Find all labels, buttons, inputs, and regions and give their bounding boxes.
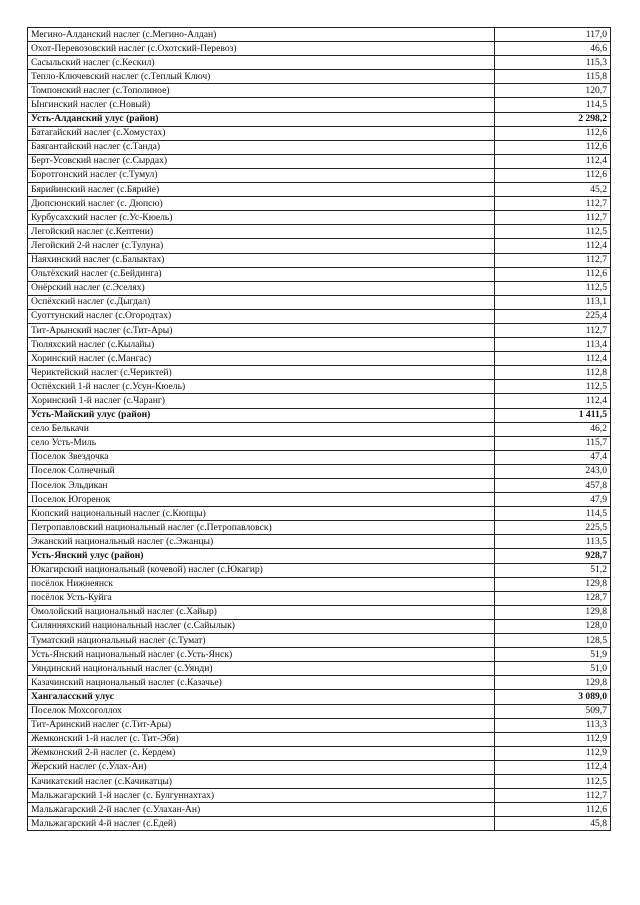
row-name-cell: Юкагирский национальный (кочевой) наслег (с.Юкагир) xyxy=(28,563,495,577)
row-value-cell: 129,8 xyxy=(495,577,611,591)
row-value-cell: 47,4 xyxy=(495,450,611,464)
table-row xyxy=(28,267,611,281)
row-value-cell: 128,0 xyxy=(495,619,611,633)
table-row xyxy=(28,394,611,408)
table-row xyxy=(28,422,611,436)
row-value-cell: 117,0 xyxy=(495,28,611,42)
table-row xyxy=(28,648,611,662)
row-name-cell: Дюпсюнский наслег (с. Дюпсю) xyxy=(28,197,495,211)
row-value-cell: 51,2 xyxy=(495,563,611,577)
table-row xyxy=(28,168,611,182)
row-name-cell: Охот-Перевозовский наслег (с.Охотский-Перевоз) xyxy=(28,42,495,56)
table-row xyxy=(28,704,611,718)
table-row xyxy=(28,760,611,774)
row-value-cell: 115,7 xyxy=(495,436,611,450)
row-value-cell: 113,4 xyxy=(495,338,611,352)
table-row xyxy=(28,605,611,619)
row-name-cell: Тит-Аринский наслег (с.Тит-Ары) xyxy=(28,718,495,732)
row-name-cell: Мальжагарский 4-й наслег (с.Едей) xyxy=(28,817,495,831)
table-row-district xyxy=(28,408,611,422)
table-row xyxy=(28,718,611,732)
row-value-cell: 115,3 xyxy=(495,56,611,70)
row-value-cell: 45,8 xyxy=(495,817,611,831)
table-row xyxy=(28,450,611,464)
table-row xyxy=(28,634,611,648)
row-value-cell: 46,2 xyxy=(495,422,611,436)
row-name-cell: Поселок Югоренок xyxy=(28,493,495,507)
row-name-cell: Наяхинский наслег (с.Балыктах) xyxy=(28,253,495,267)
table-row xyxy=(28,493,611,507)
row-name-cell: Силянняхский национальный наслег (с.Сайылык) xyxy=(28,619,495,633)
row-name-cell: Онёрский наслег (с.Эселях) xyxy=(28,281,495,295)
row-name-cell: Мальжагарский 1-й наслег (с. Булгуннахтах) xyxy=(28,789,495,803)
row-name-cell: Боротгонский наслег (с.Тумул) xyxy=(28,168,495,182)
row-value-cell: 112,5 xyxy=(495,774,611,788)
row-value-cell: 51,0 xyxy=(495,662,611,676)
row-name-cell: Усть-Янский улус (район) xyxy=(28,549,495,563)
row-value-cell: 112,8 xyxy=(495,366,611,380)
table-row xyxy=(28,183,611,197)
row-name-cell: Чериктейский наслег (с.Чериктей) xyxy=(28,366,495,380)
table-row xyxy=(28,140,611,154)
row-value-cell: 46,6 xyxy=(495,42,611,56)
row-name-cell: Поселок Мохсоголлох xyxy=(28,704,495,718)
row-value-cell: 113,5 xyxy=(495,535,611,549)
table-row xyxy=(28,352,611,366)
row-value-cell: 112,4 xyxy=(495,352,611,366)
row-name-cell: Легойский 2-й наслег (с.Тулуна) xyxy=(28,239,495,253)
table-row xyxy=(28,563,611,577)
row-value-cell: 113,1 xyxy=(495,295,611,309)
table-body xyxy=(28,28,611,831)
row-name-cell: Томпонский наслег (с.Тополиное) xyxy=(28,84,495,98)
row-name-cell: посёлок Усть-Куйга xyxy=(28,591,495,605)
row-name-cell: Суоттунский наслег (с.Огородтах) xyxy=(28,309,495,323)
table-row xyxy=(28,70,611,84)
row-value-cell: 225,4 xyxy=(495,309,611,323)
row-name-cell: Хоринский 1-й наслег (с.Чаранг) xyxy=(28,394,495,408)
table-row xyxy=(28,366,611,380)
row-value-cell: 3 089,0 xyxy=(495,690,611,704)
row-name-cell: Кюпский национальный наслег (с.Кюпцы) xyxy=(28,507,495,521)
table-row xyxy=(28,126,611,140)
row-name-cell: Поселок Звездочка xyxy=(28,450,495,464)
table-row xyxy=(28,197,611,211)
row-name-cell: Мальжагарский 2-й наслег (с.Улахан-Ан) xyxy=(28,803,495,817)
row-name-cell: Уяндинский национальный наслег (с.Уянди) xyxy=(28,662,495,676)
row-name-cell: Усть-Алданский улус (район) xyxy=(28,112,495,126)
table-row xyxy=(28,84,611,98)
row-name-cell: Батагайский наслег (с.Хомустах) xyxy=(28,126,495,140)
table-row xyxy=(28,253,611,267)
row-name-cell: Тит-Арынский наслег (с.Тит-Ары) xyxy=(28,323,495,337)
row-name-cell: Оспёхский 1-й наслег (с.Усун-Кюель) xyxy=(28,380,495,394)
row-name-cell: Тепло-Ключевский наслег (с.Теплый Ключ) xyxy=(28,70,495,84)
row-value-cell: 112,6 xyxy=(495,168,611,182)
row-value-cell: 112,4 xyxy=(495,154,611,168)
table-row xyxy=(28,295,611,309)
row-value-cell: 51,9 xyxy=(495,648,611,662)
table-row xyxy=(28,464,611,478)
table-row xyxy=(28,577,611,591)
row-value-cell: 112,7 xyxy=(495,211,611,225)
table-row xyxy=(28,436,611,450)
table-row xyxy=(28,281,611,295)
table-row xyxy=(28,746,611,760)
row-name-cell: Эжанский национальный наслег (с.Эжанцы) xyxy=(28,535,495,549)
row-value-cell: 129,8 xyxy=(495,605,611,619)
row-value-cell: 114,5 xyxy=(495,98,611,112)
row-name-cell: Мегино-Алданский наслег (с.Мегино-Алдан) xyxy=(28,28,495,42)
row-value-cell: 112,4 xyxy=(495,760,611,774)
row-value-cell: 112,5 xyxy=(495,380,611,394)
row-value-cell: 129,8 xyxy=(495,676,611,690)
table-row xyxy=(28,662,611,676)
row-value-cell: 114,5 xyxy=(495,507,611,521)
table-row xyxy=(28,154,611,168)
row-name-cell: Туматский национальный наслег (с.Тумат) xyxy=(28,634,495,648)
row-name-cell: Баягантайский наслег (с.Танда) xyxy=(28,140,495,154)
row-name-cell: Берт-Усовский наслег (с.Сырдах) xyxy=(28,154,495,168)
table-row xyxy=(28,479,611,493)
row-value-cell: 112,4 xyxy=(495,239,611,253)
row-value-cell: 113,3 xyxy=(495,718,611,732)
row-value-cell: 112,6 xyxy=(495,803,611,817)
table-row xyxy=(28,817,611,831)
row-name-cell: Петропавловский национальный наслег (с.Петропавловск) xyxy=(28,521,495,535)
table-row xyxy=(28,42,611,56)
table-row xyxy=(28,789,611,803)
row-value-cell: 112,9 xyxy=(495,732,611,746)
row-value-cell: 112,9 xyxy=(495,746,611,760)
row-value-cell: 112,7 xyxy=(495,789,611,803)
row-value-cell: 112,6 xyxy=(495,126,611,140)
table-row xyxy=(28,323,611,337)
row-value-cell: 457,8 xyxy=(495,479,611,493)
row-name-cell: Омолойский национальный наслег (с.Хайыр) xyxy=(28,605,495,619)
row-name-cell: Хоринский наслег (с.Мангас) xyxy=(28,352,495,366)
row-value-cell: 112,5 xyxy=(495,281,611,295)
table-row xyxy=(28,239,611,253)
table-row xyxy=(28,591,611,605)
row-name-cell: Жерский наслег (с.Улах-Ан) xyxy=(28,760,495,774)
table-row xyxy=(28,309,611,323)
row-value-cell: 128,5 xyxy=(495,634,611,648)
table-row xyxy=(28,619,611,633)
table-row xyxy=(28,803,611,817)
row-name-cell: Ольтёхский наслег (с.Бейдинга) xyxy=(28,267,495,281)
row-name-cell: Качикатский наслег (с.Качикатцы) xyxy=(28,774,495,788)
row-name-cell: Жемконский 2-й наслег (с. Кердем) xyxy=(28,746,495,760)
row-value-cell: 112,7 xyxy=(495,197,611,211)
row-value-cell: 115,8 xyxy=(495,70,611,84)
row-name-cell: Усть-Янский национальный наслег (с.Усть-Янск) xyxy=(28,648,495,662)
row-value-cell: 509,7 xyxy=(495,704,611,718)
table-row xyxy=(28,732,611,746)
row-value-cell: 225,5 xyxy=(495,521,611,535)
row-value-cell: 120,7 xyxy=(495,84,611,98)
table-row xyxy=(28,380,611,394)
row-name-cell: Тюляхский наслег (с.Кылайы) xyxy=(28,338,495,352)
row-value-cell: 112,5 xyxy=(495,225,611,239)
row-value-cell: 2 298,2 xyxy=(495,112,611,126)
row-value-cell: 928,7 xyxy=(495,549,611,563)
row-name-cell: Оспёхский наслег (с.Дыгдал) xyxy=(28,295,495,309)
table-row xyxy=(28,28,611,42)
table-row xyxy=(28,521,611,535)
row-value-cell: 1 411,5 xyxy=(495,408,611,422)
row-name-cell: Сасыльский наслег (с.Кескил) xyxy=(28,56,495,70)
row-name-cell: Усть-Майский улус (район) xyxy=(28,408,495,422)
table-row-district xyxy=(28,690,611,704)
row-name-cell: Курбусахский наслег (с.Ус-Кюель) xyxy=(28,211,495,225)
row-value-cell: 112,7 xyxy=(495,253,611,267)
table-row xyxy=(28,225,611,239)
table-row xyxy=(28,211,611,225)
row-name-cell: Бярийинский наслег (с.Бярийе) xyxy=(28,183,495,197)
row-name-cell: посёлок Нижнеянск xyxy=(28,577,495,591)
row-name-cell: Хангаласский улус xyxy=(28,690,495,704)
row-name-cell: село Белькачи xyxy=(28,422,495,436)
table-row xyxy=(28,338,611,352)
row-name-cell: Поселок Эльдикан xyxy=(28,479,495,493)
table-row xyxy=(28,98,611,112)
table-row xyxy=(28,774,611,788)
table-row xyxy=(28,535,611,549)
table-row xyxy=(28,56,611,70)
row-name-cell: Легойский наслег (с.Кептени) xyxy=(28,225,495,239)
budget-table xyxy=(27,27,611,831)
table-row xyxy=(28,676,611,690)
table-row xyxy=(28,507,611,521)
row-name-cell: Поселок Солнечный xyxy=(28,464,495,478)
row-name-cell: Ынгинский наслег (с.Новый) xyxy=(28,98,495,112)
row-name-cell: село Усть-Миль xyxy=(28,436,495,450)
table-row-district xyxy=(28,549,611,563)
row-value-cell: 112,7 xyxy=(495,323,611,337)
row-value-cell: 47,9 xyxy=(495,493,611,507)
row-value-cell: 112,4 xyxy=(495,394,611,408)
row-value-cell: 243,0 xyxy=(495,464,611,478)
row-name-cell: Жемконский 1-й наслег (с. Тит-Эбя) xyxy=(28,732,495,746)
row-value-cell: 128,7 xyxy=(495,591,611,605)
row-value-cell: 45,2 xyxy=(495,183,611,197)
row-name-cell: Казачинский национальный наслег (с.Казачье) xyxy=(28,676,495,690)
row-value-cell: 112,6 xyxy=(495,140,611,154)
row-value-cell: 112,6 xyxy=(495,267,611,281)
table-row-district xyxy=(28,112,611,126)
